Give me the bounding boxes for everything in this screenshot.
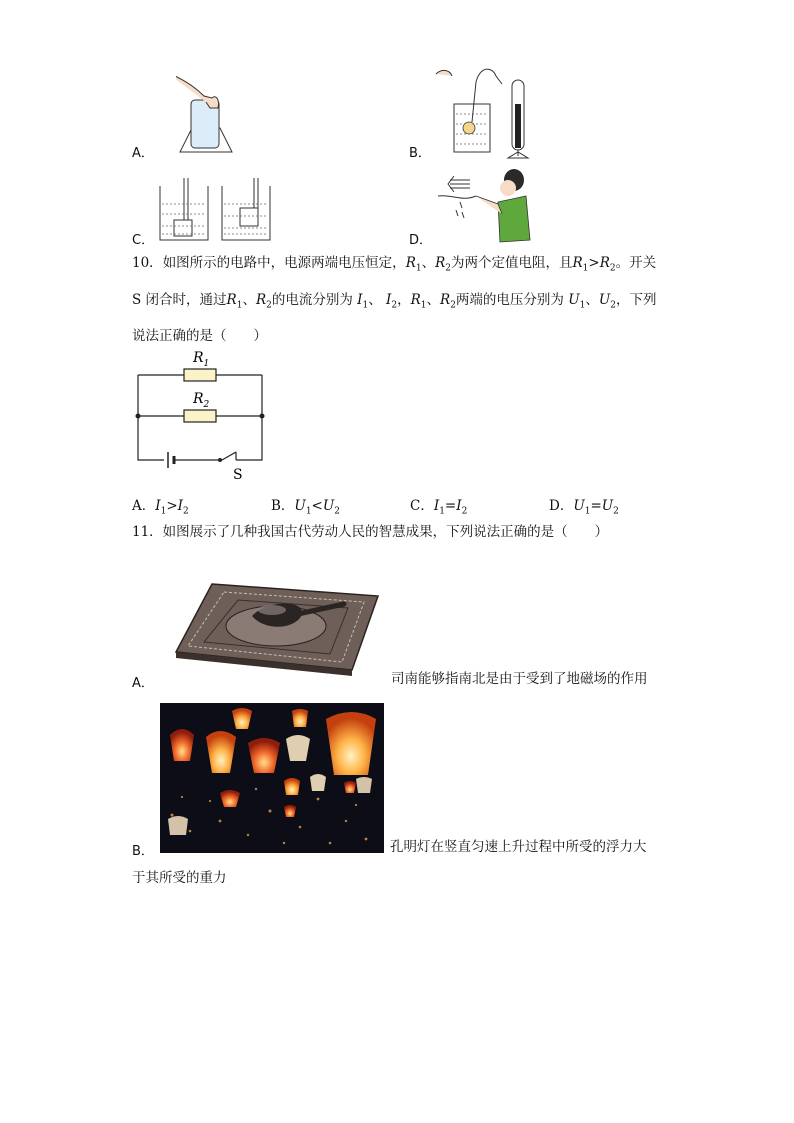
q11-option-b-text-1: 孔明灯在竖直匀速上升过程中所受的浮力大 [390, 839, 647, 855]
sinan-compass-image [172, 574, 384, 684]
question-11-stem: 11．如图展示了几种我国古代劳动人民的智慧成果，下列说法正确的是（ ） [132, 524, 609, 540]
q10-line-1: 10．如图所示的电路中，电源两端电压恒定，$R_1$、$R_2$为两个定值电阻，且$R_1>R_2$。开关 [132, 255, 657, 274]
q11-option-a-label[interactable]: A． [132, 676, 154, 691]
q10-option-b[interactable]: B．$U_1<U_2$ [271, 498, 340, 517]
q11-option-a-text: 司南能够指南北是由于受到了地磁场的作用 [391, 671, 648, 687]
q10-option-d[interactable]: D．$U_1=U_2$ [549, 498, 619, 517]
switch-label: S [233, 467, 243, 482]
r2-label: $R_2$ [193, 391, 210, 410]
q11-option-b-label[interactable]: B． [132, 844, 154, 859]
option-b-label[interactable]: B． [409, 146, 431, 161]
r1-label: $R_1$ [193, 350, 210, 369]
q10-option-c[interactable]: C．$I_1=I_2$ [410, 498, 468, 517]
option-d-label[interactable]: D． [409, 233, 433, 248]
question-10-stem [132, 248, 672, 352]
option-c-label[interactable]: C． [132, 233, 155, 248]
parallel-circuit-diagram [132, 340, 272, 482]
u-tube-manometer-figure [432, 64, 544, 160]
q10-line-2: S 闭合时，通过$R_1$、$R_2$的电流分别为 $I_1$、 $I_2$，$R_1$、$R_2$两端的电压分别为 $U_1$、$U_2$，下列 [132, 291, 657, 311]
q11-option-b-text-2: 于其所受的重力 [132, 870, 227, 886]
sky-lanterns-image [160, 703, 384, 853]
q10-option-a[interactable]: A．$I_1>I_2$ [132, 498, 189, 517]
hand-cup-figure [176, 68, 236, 156]
boy-blowing-paper-figure [432, 166, 532, 244]
q10-line-3: 说法正确的是（ ） [132, 328, 267, 345]
beakers-pressure-figure [156, 178, 276, 244]
option-a-label[interactable]: A． [132, 146, 154, 161]
